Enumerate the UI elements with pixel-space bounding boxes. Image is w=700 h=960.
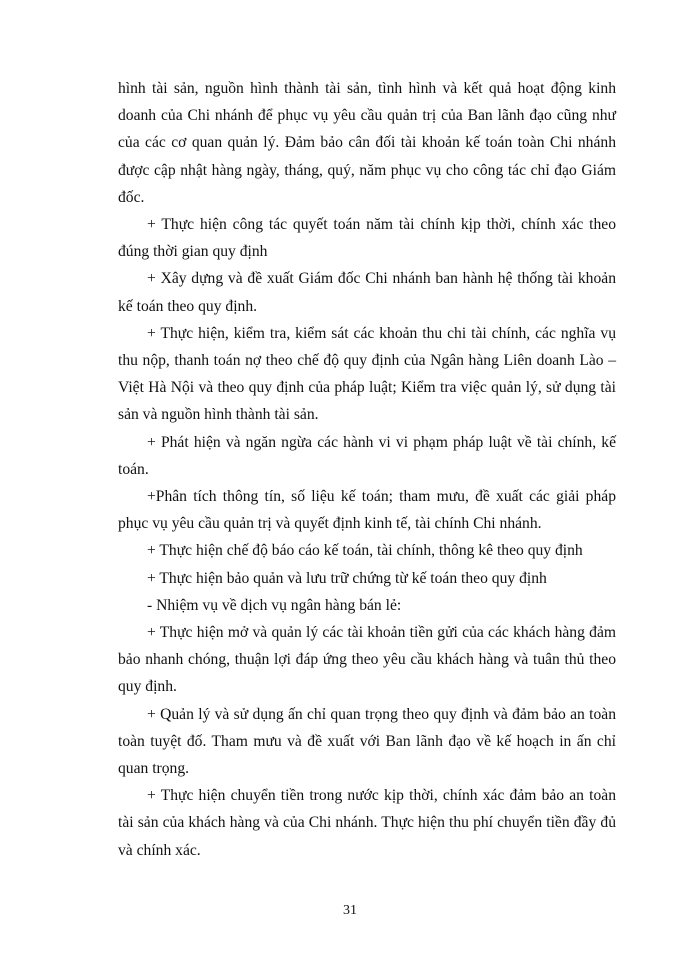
page-number: 31 bbox=[343, 903, 357, 918]
paragraph: + Phát hiện và ngăn ngừa các hành vi vi phạm pháp luật về tài chính, kế toán. bbox=[118, 433, 616, 478]
paragraph: - Nhiệm vụ về dịch vụ ngân hàng bán lẻ: bbox=[147, 596, 402, 614]
paragraph: + Thực hiện chuyển tiền trong nước kịp thời, chính xác đảm bảo an toàn tài sản của khách hàng và của Chi nhánh. Thực hiện thu phí chuyển tiền đầy đủ và chính xác. bbox=[118, 787, 616, 859]
paragraph: + Thực hiện công tác quyết toán năm tài chính kịp thời, chính xác theo đúng thời gian quy định bbox=[118, 216, 616, 261]
paragraph: + Xây dựng và đề xuất Giám đốc Chi nhánh ban hành hệ thống tài khoản kế toán theo quy định. bbox=[118, 270, 616, 315]
paragraph: hình tài sản, nguồn hình thành tài sản, tình hình và kết quả hoạt động kinh doanh của Chi nhánh để phục vụ yêu cầu quản trị của Ban lãnh đạo cũng như của các cơ quan quản lý. Đảm bảo cân đối tài khoản kế toán toàn Chi nhánh được cập nhật hàng ngày, tháng, quý, năm phục vụ cho công tác chỉ đạo Giám đốc. bbox=[118, 80, 616, 206]
paragraph: + Thực hiện chế độ báo cáo kế toán, tài chính, thông kê theo quy định bbox=[147, 542, 583, 560]
paragraph: + Quản lý và sử dụng ấn chỉ quan trọng theo quy định và đảm bảo an toàn toàn tuyệt đố. Tham mưu và đề xuất với Ban lãnh đạo về kế hoạch in ấn chỉ quan trọng. bbox=[118, 705, 616, 778]
paragraph: + Thực hiện, kiểm tra, kiểm sát các khoản thu chi tài chính, các nghĩa vụ thu nộp, thanh toán nợ theo chế độ quy định của Ngân hàng Liên doanh Lào – Việt Hà Nội và theo quy định của pháp luật; Kiểm tra việc quản lý, sử dụng tài sản và nguồn hình thành tài sản. bbox=[118, 324, 616, 424]
paragraph: + Thực hiện mở và quản lý các tài khoản tiền gửi của các khách hàng đảm bảo nhanh chóng, thuận lợi đáp ứng theo yêu cầu khách hàng và tuân thủ theo quy định. bbox=[118, 624, 616, 696]
body-text bbox=[118, 75, 616, 864]
paragraph: + Thực hiện bảo quản và lưu trữ chứng từ kế toán theo quy định bbox=[147, 569, 547, 587]
paragraph: +Phân tích thông tín, số liệu kế toán; tham mưu, đề xuất các giải pháp phục vụ yêu cầu quản trị và quyết định kinh tế, tài chính Chi nhánh. bbox=[118, 488, 616, 533]
